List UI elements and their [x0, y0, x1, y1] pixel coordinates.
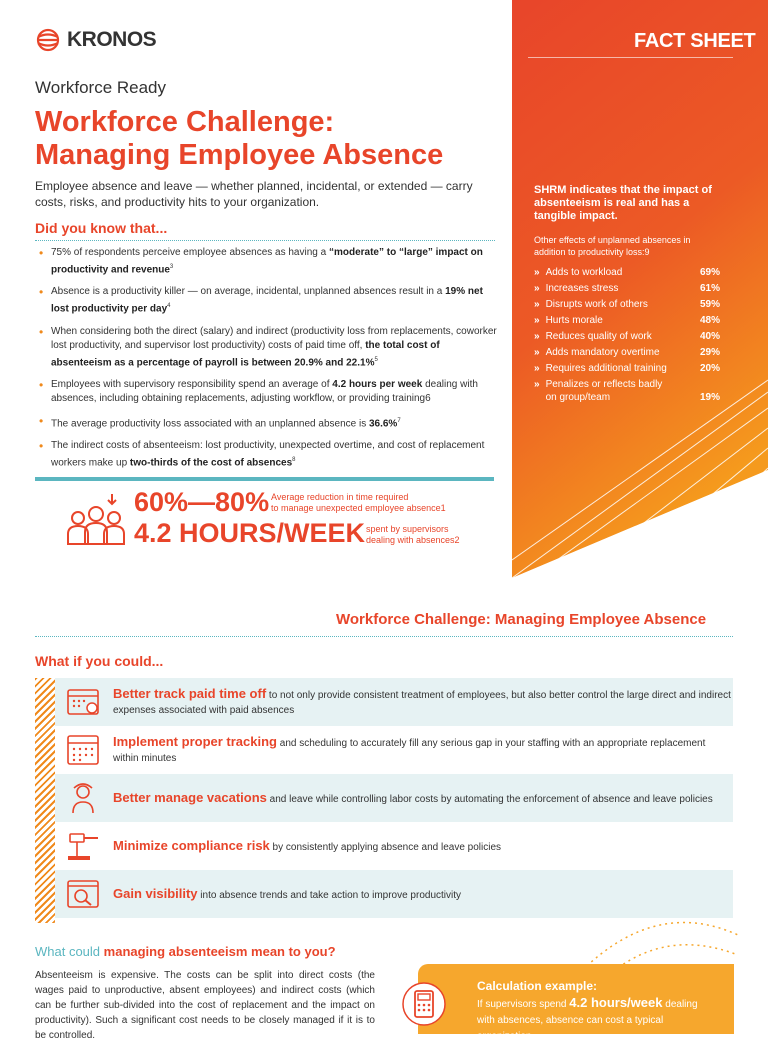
effect-percent: 48%	[699, 315, 720, 326]
fact-tail: 7	[397, 417, 401, 424]
fact-tail: 5	[374, 356, 378, 363]
what-if-heading: What if you could...	[35, 653, 164, 669]
fact-bold: 4.2 hours per week	[332, 378, 423, 390]
people-down-icon	[64, 492, 128, 548]
section-title: Workforce Challenge: Managing Employee Absence	[336, 611, 707, 628]
fact-tail: 4	[167, 303, 171, 310]
effect-label-wrap	[534, 362, 667, 375]
calculation-title: Calculation example:	[477, 979, 598, 993]
chevron-icon: »	[534, 347, 540, 358]
fact-text: 75% of respondents perceive employee absences as having a	[51, 247, 329, 258]
eyebrow-label: Workforce Ready	[35, 78, 167, 97]
stat2-caption-line1: spent by supervisors	[366, 524, 449, 534]
chevron-icon: »	[534, 267, 540, 278]
other-effects-intro: Other effects of unplanned absences in addition to productivity loss:9	[534, 235, 691, 257]
calc-bold: 4.2 hours/week	[569, 995, 663, 1010]
decorative-stripes	[35, 678, 55, 923]
calc-pre: If supervisors spend	[477, 999, 570, 1010]
benefit-row	[55, 774, 733, 822]
effect-percent: 20%	[699, 363, 720, 374]
kronos-logo	[35, 28, 156, 52]
effect-label: Hurts morale	[545, 315, 603, 326]
effect-label: Requires additional training	[545, 363, 667, 374]
fact-item	[35, 325, 500, 370]
fact-item	[35, 439, 500, 470]
wcm-pre: What could	[35, 944, 104, 959]
fact-bold: two-thirds of the cost of absences	[129, 457, 293, 469]
fact-bold: 19% net lost productivity per day	[51, 286, 483, 315]
divider	[528, 57, 733, 58]
fact-bold: 36.6%	[368, 418, 398, 430]
benefit-text	[113, 686, 733, 718]
benefit-highlight: Better manage vacations	[113, 789, 267, 805]
effect-percent: 61%	[699, 283, 720, 294]
effect-label: Penalizes or reflects badly on group/team	[545, 379, 663, 403]
stat1-caption-line2: to manage unexpected employee absence1	[271, 503, 446, 513]
intro-paragraph: Employee absence and leave — whether planned, incidental, or extended — carry costs, risks, and productivity hits to your organization.	[35, 179, 473, 209]
chevron-icon: »	[534, 379, 540, 390]
effect-percent: 69%	[699, 267, 720, 278]
fact-tail: dealing with absences, including obtaining replacements, adjusting workflow, or providing training6	[51, 378, 478, 404]
fact-text: When considering both the direct (salary) and indirect (productivity loss from replacements, coworker lost productivity, and supervisor lost productivity) costs of paid time off,	[51, 325, 497, 351]
effect-item	[534, 314, 720, 327]
chevron-icon: »	[534, 331, 540, 342]
benefit-text	[113, 790, 713, 807]
chevron-icon: »	[534, 315, 540, 326]
browser-visibility-icon	[63, 876, 103, 912]
benefit-detail: into absence trends and take action to improve productivity	[197, 889, 462, 901]
stat1-caption-line1: Average reduction in time required	[271, 492, 409, 502]
title-line1: Workforce Challenge:	[35, 106, 335, 138]
kronos-mark-icon	[35, 28, 61, 52]
fact-bold: the total cost of absenteeism as a percentage of payroll is between 20.9% and 22.1%	[51, 339, 440, 368]
calc-post: dealing with absences, absence can cost a typical organization	[477, 999, 698, 1042]
effect-item	[534, 266, 720, 279]
managing-absenteeism-heading	[35, 944, 336, 959]
stat2-value: 4.2 HOURS/WEEK	[134, 518, 366, 548]
benefit-highlight: Minimize compliance risk	[113, 837, 270, 853]
effect-label: Adds mandatory overtime	[545, 347, 660, 358]
effect-item	[534, 298, 720, 311]
stat1-caption	[271, 492, 446, 514]
absenteeism-paragraph: Absenteeism is expensive. The costs can be split into direct costs (the wages paid to unproductive, absent employees) and indirect costs (which can be further sub-divided into the cost of replacement and the impact on productivity). Such a significant cost needs to be closely managed if it is to be controlled.	[35, 970, 375, 1041]
fact-text: Employees with supervisory responsibility spend an average of	[51, 378, 333, 390]
effect-label-wrap	[534, 282, 618, 295]
effect-label: Increases stress	[545, 283, 619, 294]
divider	[35, 636, 733, 637]
page-title	[35, 106, 443, 172]
facts-list	[35, 246, 500, 479]
gavel-icon	[63, 828, 103, 864]
chevron-icon: »	[534, 283, 540, 294]
fact-item	[35, 246, 500, 277]
benefit-text	[113, 886, 461, 903]
benefit-text	[113, 838, 501, 855]
stat1-value: 60%—80%	[134, 487, 270, 517]
effect-item	[534, 346, 720, 359]
fact-tail: 8	[292, 457, 296, 464]
benefit-row	[55, 678, 733, 726]
shrm-statement: SHRM indicates that the impact of absenteeism is real and has a tangible impact.	[534, 184, 712, 222]
fact-text: The indirect costs of absenteeism: lost productivity, unexpected overtime, and cost of replacement workers make up	[51, 440, 485, 469]
did-you-know-heading: Did you know that...	[35, 220, 168, 236]
benefit-detail: and leave while controlling labor costs by automating the enforcement of absence and leave policies	[266, 793, 713, 805]
divider-bar	[35, 477, 494, 481]
effect-percent: 40%	[699, 331, 720, 342]
stat2-caption-line2: dealing with absences2	[366, 535, 460, 545]
fact-item	[35, 285, 500, 316]
benefit-highlight: Gain visibility	[113, 885, 198, 901]
chevron-icon: »	[534, 299, 540, 310]
effect-percent: 59%	[699, 299, 720, 310]
effect-label-wrap	[534, 298, 648, 311]
benefit-row	[55, 726, 733, 774]
effect-percent: 29%	[699, 347, 720, 358]
effect-label-wrap	[534, 266, 622, 279]
benefit-highlight: Better track paid time off	[113, 686, 267, 701]
fact-bold: “moderate” to “large” impact on productivity and revenue	[51, 247, 483, 276]
benefit-text	[113, 734, 733, 766]
benefit-detail: and scheduling to accurately fill any serious gap in your staffing with an appropriate replacement within minutes	[113, 738, 706, 764]
effect-item	[534, 378, 720, 404]
benefit-row	[55, 822, 733, 870]
fact-text: The average productivity loss associated with an unplanned absence is	[51, 418, 369, 430]
fact-text: Absence is a productivity killer — on average, incidental, unplanned absences result in a	[51, 286, 446, 298]
effects-list	[534, 266, 720, 407]
effect-item	[534, 282, 720, 295]
effect-percent: 19%	[699, 392, 720, 403]
divider	[35, 240, 495, 241]
benefit-highlight: Implement proper tracking	[113, 734, 277, 749]
calculation-text	[477, 995, 717, 1045]
fact-sheet-label: FACT SHEET	[634, 30, 756, 52]
effect-label: Reduces quality of work	[545, 331, 652, 342]
chevron-icon: »	[534, 363, 540, 374]
effect-item	[534, 330, 720, 343]
brand-name: KRONOS	[67, 28, 157, 51]
effect-label: Adds to workload	[545, 267, 623, 278]
fact-item	[35, 414, 500, 431]
benefit-detail: by consistently applying absence and leave policies	[269, 841, 502, 853]
title-line2: Managing Employee Absence	[35, 139, 444, 171]
calculator-icon	[402, 982, 446, 1026]
effect-label-wrap	[534, 378, 676, 404]
fact-tail: 3	[169, 264, 174, 270]
effect-label-wrap	[534, 330, 652, 343]
stat2-caption	[366, 524, 460, 546]
effect-item	[534, 362, 720, 375]
vacation-person-icon	[63, 780, 103, 816]
calendar-people-icon	[63, 684, 103, 720]
wcm-bold: managing absenteeism mean to you?	[103, 944, 336, 959]
effect-label: Disrupts work of others	[545, 299, 648, 310]
effect-label-wrap	[534, 346, 660, 359]
fact-item	[35, 378, 500, 406]
calendar-grid-icon	[63, 732, 103, 768]
benefits-list	[55, 678, 733, 918]
effect-label-wrap	[534, 314, 603, 327]
benefit-detail: to not only provide consistent treatment of employees, but also better control the large direct and indirect expenses associated with paid absences	[113, 690, 731, 716]
